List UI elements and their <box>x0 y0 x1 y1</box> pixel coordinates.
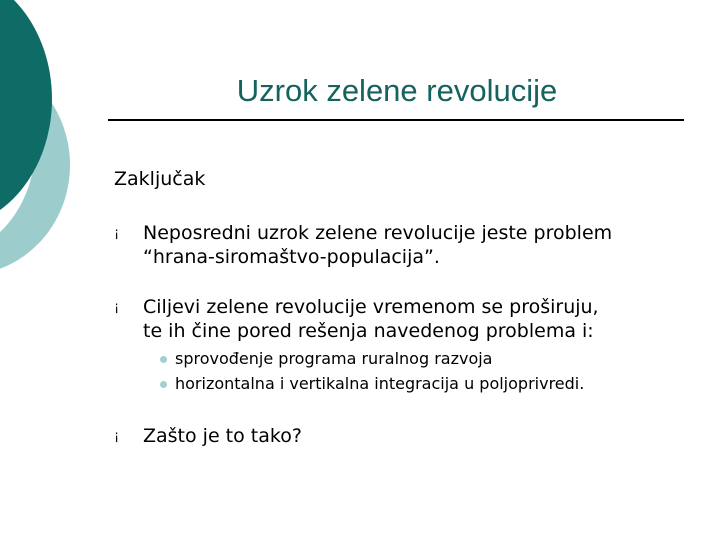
slide-title: Uzrok zelene revolucije <box>236 73 558 108</box>
bullet-text: Zašto je to tako? <box>143 425 302 447</box>
sub-bullet-item <box>152 348 492 370</box>
sub-bullet-marker <box>152 348 175 370</box>
sub-bullet-text: horizontalna i vertikalna integracija u poljoprivredi. <box>175 374 585 393</box>
section-heading: Zaključak <box>114 168 206 190</box>
bullet-marker: ¡ <box>114 300 120 315</box>
sub-bullet-text: sprovođenje programa ruralnog razvoja <box>175 349 493 368</box>
bullet-item <box>114 295 599 343</box>
bullet-text: Neposredni uzrok zelene revolucije jeste problem “hrana-siromaštvo-populacija”. <box>143 222 613 268</box>
bullet-marker: ¡ <box>114 226 120 241</box>
bullet-marker: ¡ <box>114 429 120 444</box>
bullet-item <box>114 221 612 269</box>
sub-bullet-item <box>152 373 584 395</box>
title-divider <box>108 119 684 121</box>
sub-bullet-marker <box>152 373 175 395</box>
bullet-item <box>114 424 302 449</box>
decorative-circles <box>0 0 120 300</box>
bullet-text: Ciljevi zelene revolucije vremenom se proširuju, te ih čine pored rešenja navedenog problema i: <box>143 296 599 342</box>
